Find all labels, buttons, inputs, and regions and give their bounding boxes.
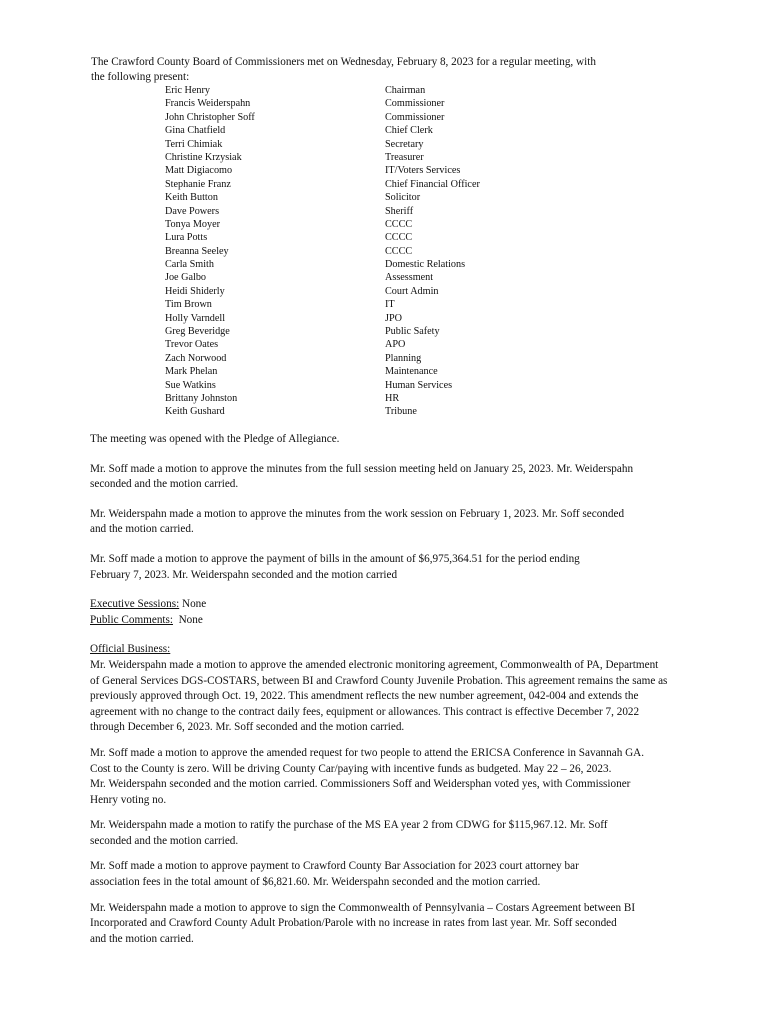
attendee-role: Domestic Relations (385, 259, 466, 271)
attendee-row (165, 352, 480, 365)
paragraph-line: Incorporated and Crawford County Adult Probation/Parole with no increase in rates from last year. Mr. Soff seconded (90, 917, 617, 930)
attendee-role: Court Admin (385, 285, 439, 297)
attendee-role: Maintenance (385, 366, 438, 378)
attendee-row (165, 124, 480, 137)
executive-sessions-label: Executive Sessions: (90, 598, 180, 611)
paragraph-line: previously approved through Oct. 19, 2022. This amendment reflects the new number agreement, 042-004 and extends the (90, 690, 639, 703)
attendee-name: Keith Gushard (165, 406, 225, 418)
attendee-row (165, 205, 480, 218)
attendee-name: Breanna Seeley (165, 245, 229, 257)
attendee-name: Heidi Shiderly (165, 285, 225, 297)
attendee-name: Eric Henry (165, 85, 210, 96)
executive-sessions-line (90, 597, 745, 613)
attendee-role: Chief Clerk (385, 125, 433, 137)
public-comments-line (90, 613, 745, 629)
attendee-role: APO (385, 339, 406, 351)
attendee-role: CCCC (385, 218, 413, 230)
executive-sessions-value: None (179, 598, 207, 611)
public-comments-label: Public Comments: (90, 613, 173, 626)
meeting-intro (91, 55, 711, 84)
attendee-row (165, 151, 480, 164)
attendee-name: Holly Varndell (165, 312, 226, 324)
attendee-role: CCCC (385, 245, 413, 257)
paragraph-line: seconded and the motion carried. (90, 834, 239, 847)
paragraph-line: Mr. Soff made a motion to approve the minutes from the full session meeting held on January 25, 2023. Mr. Weiderspahn (90, 462, 634, 475)
attendee-row (165, 231, 480, 244)
attendee-row (165, 138, 480, 151)
attendee-name: Joe Galbo (165, 272, 207, 284)
attendee-row (165, 245, 480, 258)
minutes-full-paragraph (90, 462, 745, 493)
attendee-role: Planning (385, 352, 422, 364)
attendee-name: Carla Smith (165, 259, 214, 271)
paragraph-line: Mr. Weiderspahn made a motion to approve the amended electronic monitoring agreement, Commonwealth of PA, Department (90, 658, 659, 671)
attendee-role: Tribune (385, 406, 417, 418)
attendee-name: Brittany Johnston (165, 392, 238, 404)
attendee-row (165, 312, 480, 325)
attendee-role: JPO (385, 312, 402, 324)
attendee-role: Human Services (385, 379, 453, 391)
attendee-list (165, 84, 480, 419)
attendee-row (165, 111, 480, 124)
paragraph-line: Mr. Weiderspahn made a motion to approve to sign the Commonwealth of Pennsylvania – Costars Agreement between BI (90, 901, 636, 914)
attendee-name: Keith Button (165, 192, 218, 204)
official-business-heading: Official Business: (90, 643, 171, 656)
attendee-row (165, 298, 480, 311)
attendee-row (165, 97, 480, 110)
bills-paragraph (90, 552, 745, 583)
attendee-row (165, 164, 480, 177)
attendee-row (165, 178, 480, 191)
attendee-row (165, 191, 480, 204)
paragraph-line: Henry voting no. (90, 793, 167, 806)
attendee-row (165, 271, 480, 284)
paragraph-line: Mr. Weiderspahn made a motion to approve the minutes from the work session on February 1, 2023. Mr. Soff seconded (90, 507, 625, 520)
attendee-role: Solicitor (385, 192, 421, 204)
paragraph-line: association fees in the total amount of $6,821.60. Mr. Weiderspahn seconded and the motion carried. (90, 876, 541, 889)
attendee-role: Assessment (385, 272, 434, 284)
attendee-role: HR (385, 392, 400, 404)
attendee-name: Lura Potts (165, 232, 208, 244)
intro-line: The Crawford County Board of Commissioners met on Wednesday, February 8, 2023 for a regular meeting, with (91, 56, 596, 68)
attendee-row (165, 405, 480, 418)
paragraph-line: Mr. Soff made a motion to approve the amended request for two people to attend the ERICSA Conference in Savannah GA. (90, 746, 645, 759)
paragraph-line: through December 6, 2023. Mr. Soff seconded and the motion carried. (90, 721, 405, 734)
intro-line: the following present: (91, 70, 190, 83)
attendee-role: CCCC (385, 232, 413, 244)
attendee-role: IT/Voters Services (385, 165, 461, 177)
paragraph-line: The meeting was opened with the Pledge of Allegiance. (90, 433, 340, 445)
attendee-name: Mark Phelan (165, 366, 218, 378)
attendee-role: Chief Financial Officer (385, 178, 480, 190)
attendee-name: Dave Powers (165, 205, 220, 217)
paragraph-line: Mr. Soff made a motion to approve payment to Crawford County Bar Association for 2023 court attorney bar (90, 860, 579, 873)
attendee-name: Terri Chimiak (165, 138, 223, 150)
attendee-row (165, 258, 480, 271)
attendee-role: IT (385, 299, 395, 311)
motion-paragraph (90, 901, 745, 948)
attendee-role: Commissioner (385, 111, 445, 123)
motion-paragraph (90, 818, 745, 849)
paragraph-line: seconded and the motion carried. (90, 478, 239, 491)
attendee-role: Public Safety (385, 326, 440, 338)
attendee-row (165, 379, 480, 392)
sessions-block (90, 597, 745, 628)
attendee-name: Christine Krzysiak (165, 151, 242, 163)
attendee-name: Francis Weiderspahn (165, 98, 251, 110)
motion-paragraph (90, 658, 745, 736)
attendee-row (165, 84, 480, 97)
official-business-items (90, 658, 745, 948)
minutes-body (90, 432, 745, 957)
attendee-name: Sue Watkins (165, 379, 216, 391)
official-business (90, 642, 745, 947)
paragraph-line: and the motion carried. (90, 932, 194, 945)
attendee-role: Chairman (385, 85, 426, 96)
attendee-name: Greg Beveridge (165, 326, 230, 338)
motion-paragraph (90, 746, 745, 808)
attendee-role: Sheriff (385, 205, 414, 217)
attendee-name: Tim Brown (165, 299, 212, 311)
paragraph-line: and the motion carried. (90, 523, 194, 536)
attendee-row (165, 338, 480, 351)
paragraph-line: February 7, 2023. Mr. Weiderspahn seconded and the motion carried (90, 568, 398, 581)
motion-paragraph (90, 859, 745, 890)
attendee-name: Zach Norwood (165, 352, 227, 364)
attendee-name: Stephanie Franz (165, 178, 231, 190)
attendee-row (165, 218, 480, 231)
paragraph-line: Cost to the County is zero. Will be driving County Car/paying with incentive funds as budgeted. May 22 – 26, 2023. (90, 762, 612, 775)
paragraph-line: Mr. Weiderspahn seconded and the motion carried. Commissioners Soff and Weidersphan voted yes, with Commissioner (90, 778, 631, 791)
pledge-paragraph (90, 432, 745, 448)
attendee-name: Matt Digiacomo (165, 165, 233, 177)
minutes-work-paragraph (90, 507, 745, 538)
attendee-name: Gina Chatfield (165, 125, 226, 137)
paragraph-line: Mr. Soff made a motion to approve the payment of bills in the amount of $6,975,364.51 for the period ending (90, 552, 580, 565)
paragraph-line: of General Services DGS-COSTARS, between BI and Crawford County Juvenile Probation. This agreement remains the same as (90, 674, 668, 687)
attendee-name: John Christopher Soff (165, 111, 255, 123)
attendee-name: Trevor Oates (165, 339, 219, 351)
attendee-role: Secretary (385, 138, 424, 150)
paragraph-line: agreement with no change to the contract daily fees, equipment or allowances. This contract is effective December 7, 2022 (90, 705, 640, 718)
attendee-row (165, 365, 480, 378)
attendee-name: Tonya Moyer (165, 218, 221, 230)
attendee-role: Commissioner (385, 98, 445, 110)
paragraph-line: Mr. Weiderspahn made a motion to ratify the purchase of the MS EA year 2 from CDWG for $115,967.12. Mr. Soff (90, 819, 608, 832)
public-comments-value: None (172, 613, 203, 626)
attendee-row (165, 285, 480, 298)
attendee-row (165, 325, 480, 338)
attendee-row (165, 392, 480, 405)
attendee-role: Treasurer (385, 151, 424, 163)
